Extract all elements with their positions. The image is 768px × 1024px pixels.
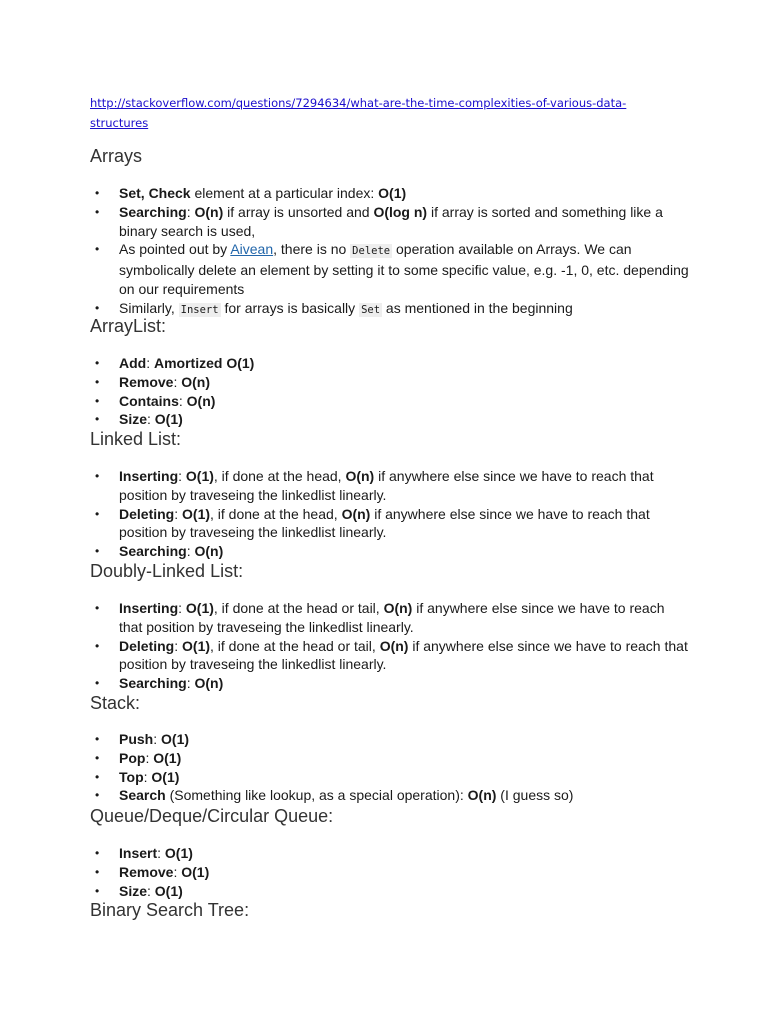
list-item [90,373,690,392]
list-item [90,240,690,298]
item-label: Contains [119,392,179,409]
heading-stack: Stack: [90,693,141,713]
list-item [90,542,690,561]
item-value: O(n) [341,505,371,522]
source-link-line1[interactable]: http://stackoverflow.com/questions/7294634/what-are-the-time-complexities-of-various-data- [90,96,627,110]
list-item [90,882,690,901]
item-value: O(n) [181,373,211,390]
list-item [90,203,690,241]
item-label: Inserting [119,600,179,616]
item-label: Remove [119,373,174,390]
list-item [90,392,690,411]
item-label: Inserting [119,468,179,484]
item-label: Searching [119,675,187,692]
item-value: O(n) [194,675,224,692]
item-label: Set, Check [119,185,191,201]
arraylist-list [90,354,690,429]
item-text: if anywhere else since we have to reach that position by traveseing the linkedlist linearly. [119,600,665,635]
item-text: , if done at the head or tail, [210,637,380,654]
item-value: O(n) [379,637,409,654]
item-value: O(1) [182,637,211,654]
item-label: Searching [119,203,187,220]
item-text: : [173,863,182,880]
item-text: : [147,411,155,428]
code-set: Set [361,303,381,316]
item-value: O(1) [154,882,183,899]
item-text: : [186,543,195,560]
list-item [90,299,690,320]
heading-doubly-linked-list: Doubly-Linked List: [90,561,244,581]
item-text: if array is sorted and something like a binary search is used, [119,203,663,239]
item-label: Remove [119,863,174,880]
item-value: O(n) [467,787,497,804]
item-text: : [178,392,187,409]
heading-binary-search-tree: Binary Search Tree: [90,900,250,920]
item-text: : [173,373,182,390]
item-text: : [146,355,154,371]
item-label: Top [119,768,144,785]
source-link-line2[interactable]: structures [90,116,149,130]
item-label: Insert [119,845,158,861]
item-value: Amortized O(1) [154,355,255,371]
item-value: O(n) [194,203,224,220]
list-item [90,674,690,693]
item-label: Size [119,411,148,428]
item-value: O(1) [151,768,180,785]
code-delete: Delete [352,245,391,258]
item-text: , if done at the head or tail, [213,600,384,616]
item-text: for arrays is basically [220,299,360,316]
list-item [90,844,690,863]
item-text: As pointed out by [119,241,231,258]
item-text: : [178,468,186,484]
list-item [90,768,690,787]
list-item [90,730,690,749]
list-item [90,410,690,429]
list-item [90,637,690,675]
item-value: O(1) [185,600,214,616]
item-value: O(log n) [373,203,428,220]
item-value: O(1) [161,731,190,747]
item-text: (I guess so) [496,787,574,804]
list-item [90,354,690,373]
item-label: Searching [119,543,187,560]
item-value: O(n) [186,392,216,409]
item-text: (Something like lookup, as a special operation): [165,787,468,804]
aivean-link[interactable]: Aivean [230,241,274,258]
item-value: O(1) [164,845,193,861]
item-value: O(1) [378,185,407,201]
item-value: O(1) [182,505,211,522]
list-item [90,505,690,543]
list-item [90,599,690,637]
item-value: O(1) [181,863,210,880]
heading-linked-list: Linked List: [90,429,182,449]
item-text: : [157,845,165,861]
item-text: : [174,637,183,654]
doubly-linked-list-list [90,599,690,693]
queue-list [90,844,690,900]
item-value: O(n) [383,600,413,616]
item-value: O(n) [345,468,375,484]
item-value: O(1) [185,468,214,484]
linked-list-list [90,467,690,561]
heading-arrays: Arrays [90,146,143,166]
item-value: O(n) [194,543,224,560]
heading-arraylist: ArrayList: [90,316,167,336]
item-text: : [153,731,162,747]
list-item [90,749,690,768]
item-text: : [145,749,154,766]
item-text: if anywhere else since we have to reach that position by traveseing the linkedlist linearly. [119,637,688,673]
item-text: , there is no [273,241,351,258]
item-label: Deleting [119,505,175,522]
item-label: Pop [119,749,146,766]
item-text: if array is unsorted and [223,203,374,220]
item-label: Push [119,731,154,747]
code-insert: Insert [180,303,219,316]
item-text: as mentioned in the beginning [382,299,573,316]
source-link[interactable] [90,93,650,133]
item-label: Size [119,882,148,899]
item-text: : [174,505,183,522]
item-text: operation available on Arrays. We can symbolically delete an element by setting it to some specific value, e.g. -1, 0, etc. depending on our requirements [119,241,689,297]
list-item [90,863,690,882]
item-text: element at a particular index: [190,185,379,201]
item-text: if anywhere else since we have to reach that position by traveseing the linkedlist linearly. [119,468,654,503]
list-item [90,467,690,505]
item-label: Deleting [119,637,175,654]
list-item [90,184,690,203]
item-text: : [186,675,195,692]
item-text: : [178,600,186,616]
item-label: Search [119,787,166,804]
item-text: : [143,768,152,785]
item-text: , if done at the head, [213,468,346,484]
heading-queue: Queue/Deque/Circular Queue: [90,806,334,826]
item-value: O(1) [154,411,183,428]
list-item [90,786,690,805]
stack-list [90,730,690,805]
item-text: : [186,203,195,220]
item-label: Add [119,355,147,371]
item-text: , if done at the head, [210,505,342,522]
item-text: Similarly, [119,299,179,316]
arrays-list [90,184,690,320]
item-text: if anywhere else since we have to reach that position by traveseing the linkedlist linearly. [119,505,650,541]
item-text: : [147,882,155,899]
item-value: O(1) [153,749,182,766]
